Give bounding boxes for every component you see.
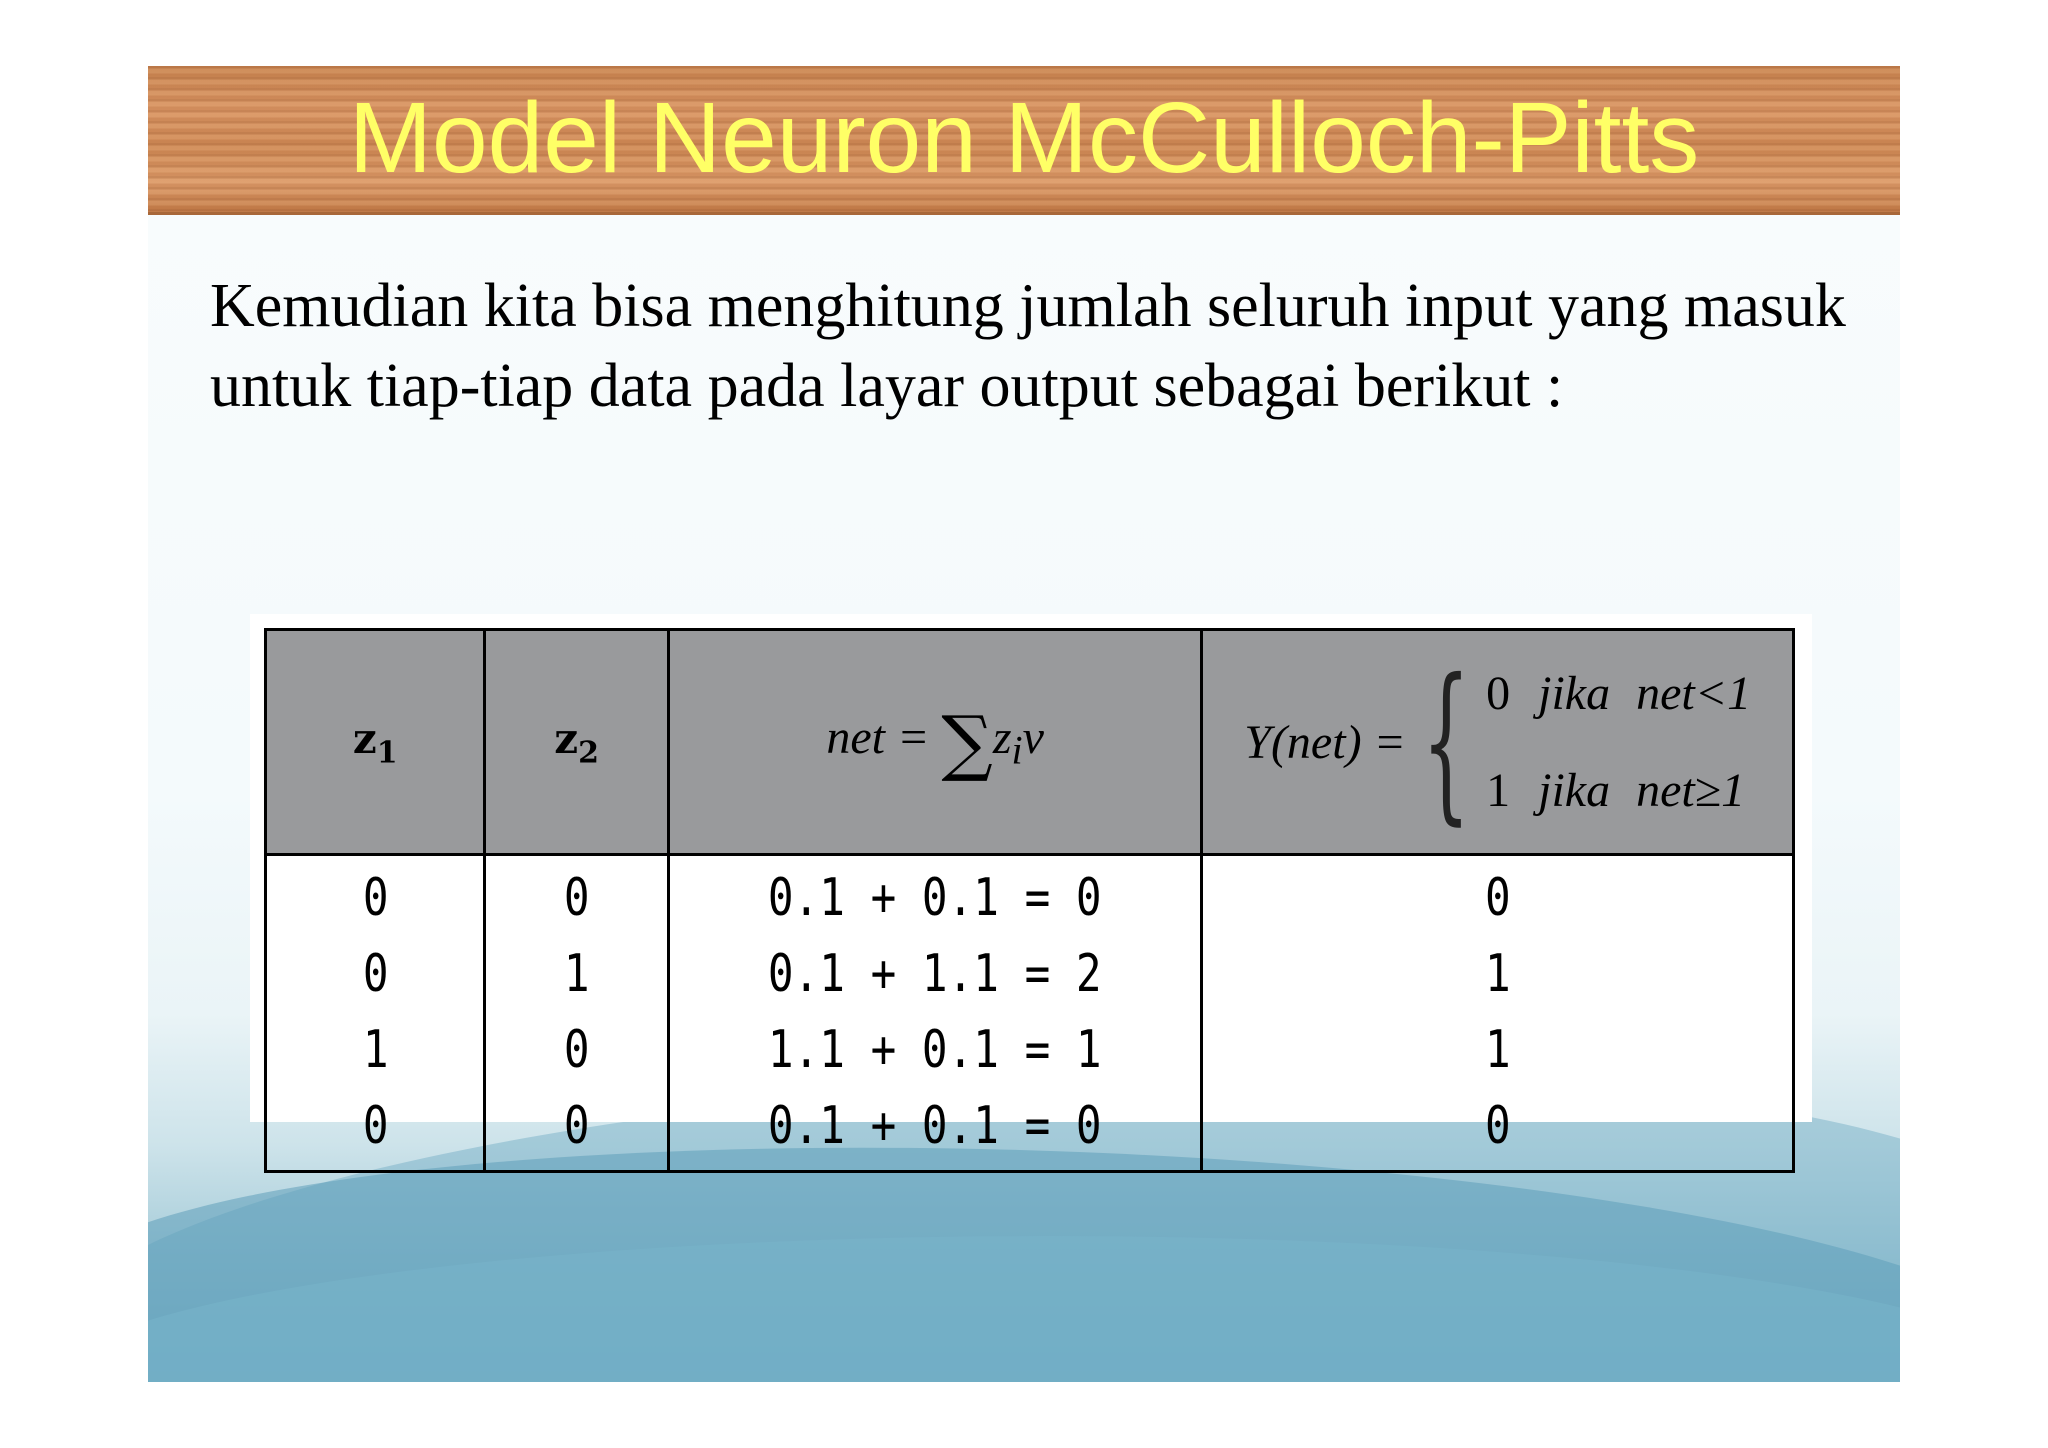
header-z2 xyxy=(485,630,669,855)
table-row xyxy=(266,1012,1794,1088)
header-z1-label: $z_1$ xyxy=(352,713,398,771)
header-z2-label: $z_2$ xyxy=(554,713,600,771)
cell-z2: 0 xyxy=(501,855,651,937)
table-row xyxy=(266,936,1794,1012)
cell-z1: 0 xyxy=(285,936,465,1012)
table-row xyxy=(266,855,1794,937)
cell-y: 0 xyxy=(1255,1088,1740,1172)
slide-title: Model Neuron McCulloch-Pitts xyxy=(348,82,1700,194)
title-bar xyxy=(148,66,1900,215)
header-activation-formula xyxy=(1202,630,1794,855)
cell-y: 0 xyxy=(1255,855,1740,937)
cell-net: 0.1 + 0.1 = 0 xyxy=(716,1088,1153,1172)
activation-formula xyxy=(1244,643,1752,841)
cell-net: 0.1 + 1.1 = 2 xyxy=(716,936,1153,1012)
net-formula: net = $\sum z_iv$ xyxy=(826,700,1044,784)
activation-case-1: 0 jika net<1 xyxy=(1486,667,1752,720)
header-net-formula xyxy=(668,630,1202,855)
truth-table xyxy=(264,628,1795,1173)
cell-z1: 1 xyxy=(285,1012,465,1088)
cell-z2: 0 xyxy=(501,1088,651,1172)
cell-z1: 0 xyxy=(285,855,465,937)
table-row xyxy=(266,1088,1794,1172)
brace-symbol: { xyxy=(1421,643,1471,841)
cell-y: 1 xyxy=(1255,936,1740,1012)
cell-net: 0.1 + 0.1 = 0 xyxy=(716,855,1153,937)
cell-net: 1.1 + 0.1 = 1 xyxy=(716,1012,1153,1088)
cell-z2: 1 xyxy=(501,936,651,1012)
cell-z2: 0 xyxy=(501,1012,651,1088)
header-z1 xyxy=(266,630,485,855)
slide xyxy=(148,66,1900,1382)
sigma-symbol: ∑ xyxy=(941,700,993,784)
table-container xyxy=(250,614,1812,1156)
activation-cases xyxy=(1486,666,1751,818)
activation-lhs: Y(net) = xyxy=(1244,715,1406,769)
activation-case-2: 1 jika net≥1 xyxy=(1486,764,1746,817)
slide-paragraph: Kemudian kita bisa menghitung jumlah seluruh input yang masuk untuk tiap-tiap data pada layar output sebagai berikut : xyxy=(210,272,1846,420)
cell-y: 1 xyxy=(1255,1012,1740,1088)
cell-z1: 0 xyxy=(285,1088,465,1172)
table-header-row xyxy=(266,630,1794,855)
